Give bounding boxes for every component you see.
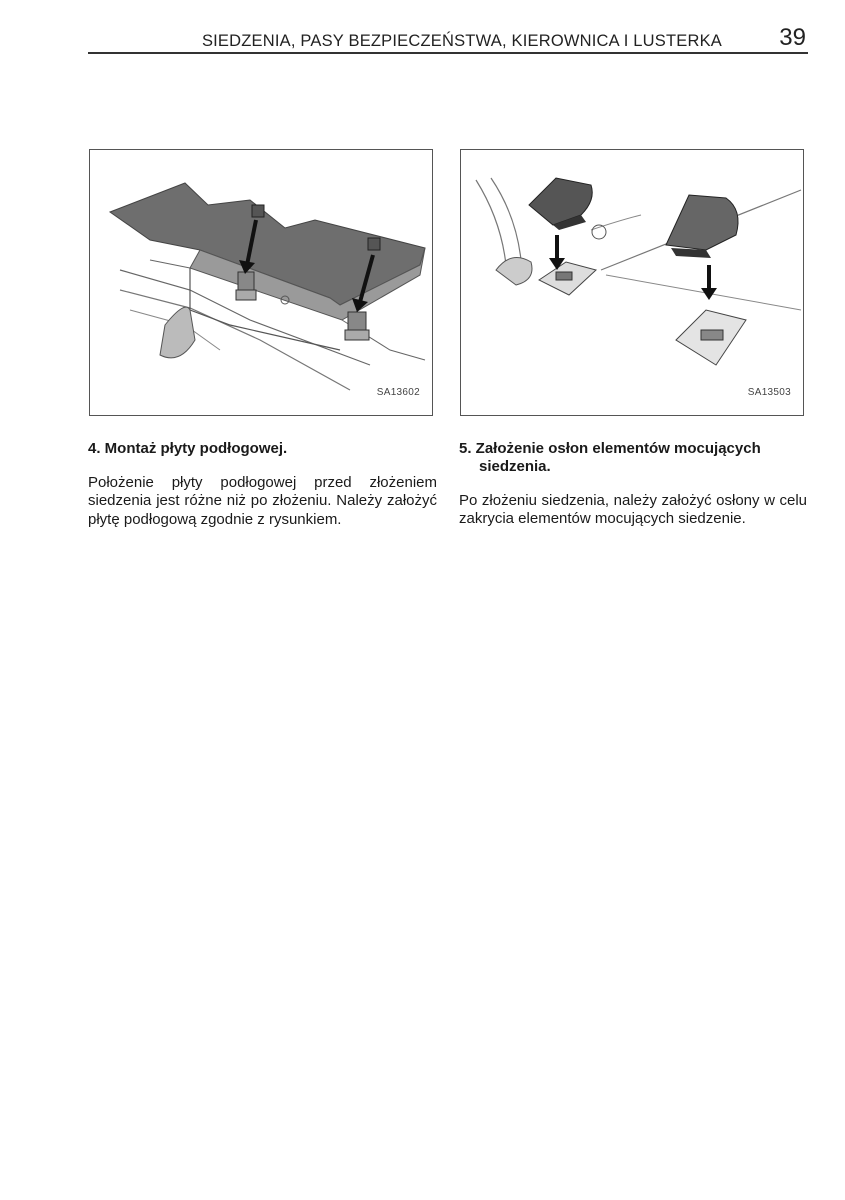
seat-cover-drawing	[461, 150, 803, 415]
seat-cover-illustration	[460, 149, 804, 416]
page-number: 39	[779, 24, 806, 51]
figure-code: SA13602	[376, 387, 420, 398]
header-title: SIEDZENIA, PASY BEZPIECZEŃSTWA, KIEROWNICA I LUSTERKA	[201, 32, 722, 50]
figure-code: SA13503	[747, 387, 791, 398]
section-floor-board	[88, 440, 437, 529]
section-heading: 5. Założenie osłon elementów mocujących siedzenia.	[459, 440, 761, 475]
floor-board-illustration	[89, 149, 433, 416]
section-seat-covers	[459, 440, 807, 529]
section-heading: 4. Montaż płyty podłogowej.	[88, 440, 288, 457]
running-header	[88, 24, 808, 54]
floor-board-drawing	[90, 150, 432, 415]
section-body: Położenie płyty podłogowej przed złożeniem siedzenia jest różne niż po złożeniu. Należy założyć płytę podłogową zgodnie z rysunkiem.	[88, 474, 437, 528]
section-body: Po złożeniu siedzenia, należy założyć osłony w celu zakrycia elementów mocujących siedzenie.	[459, 492, 807, 528]
